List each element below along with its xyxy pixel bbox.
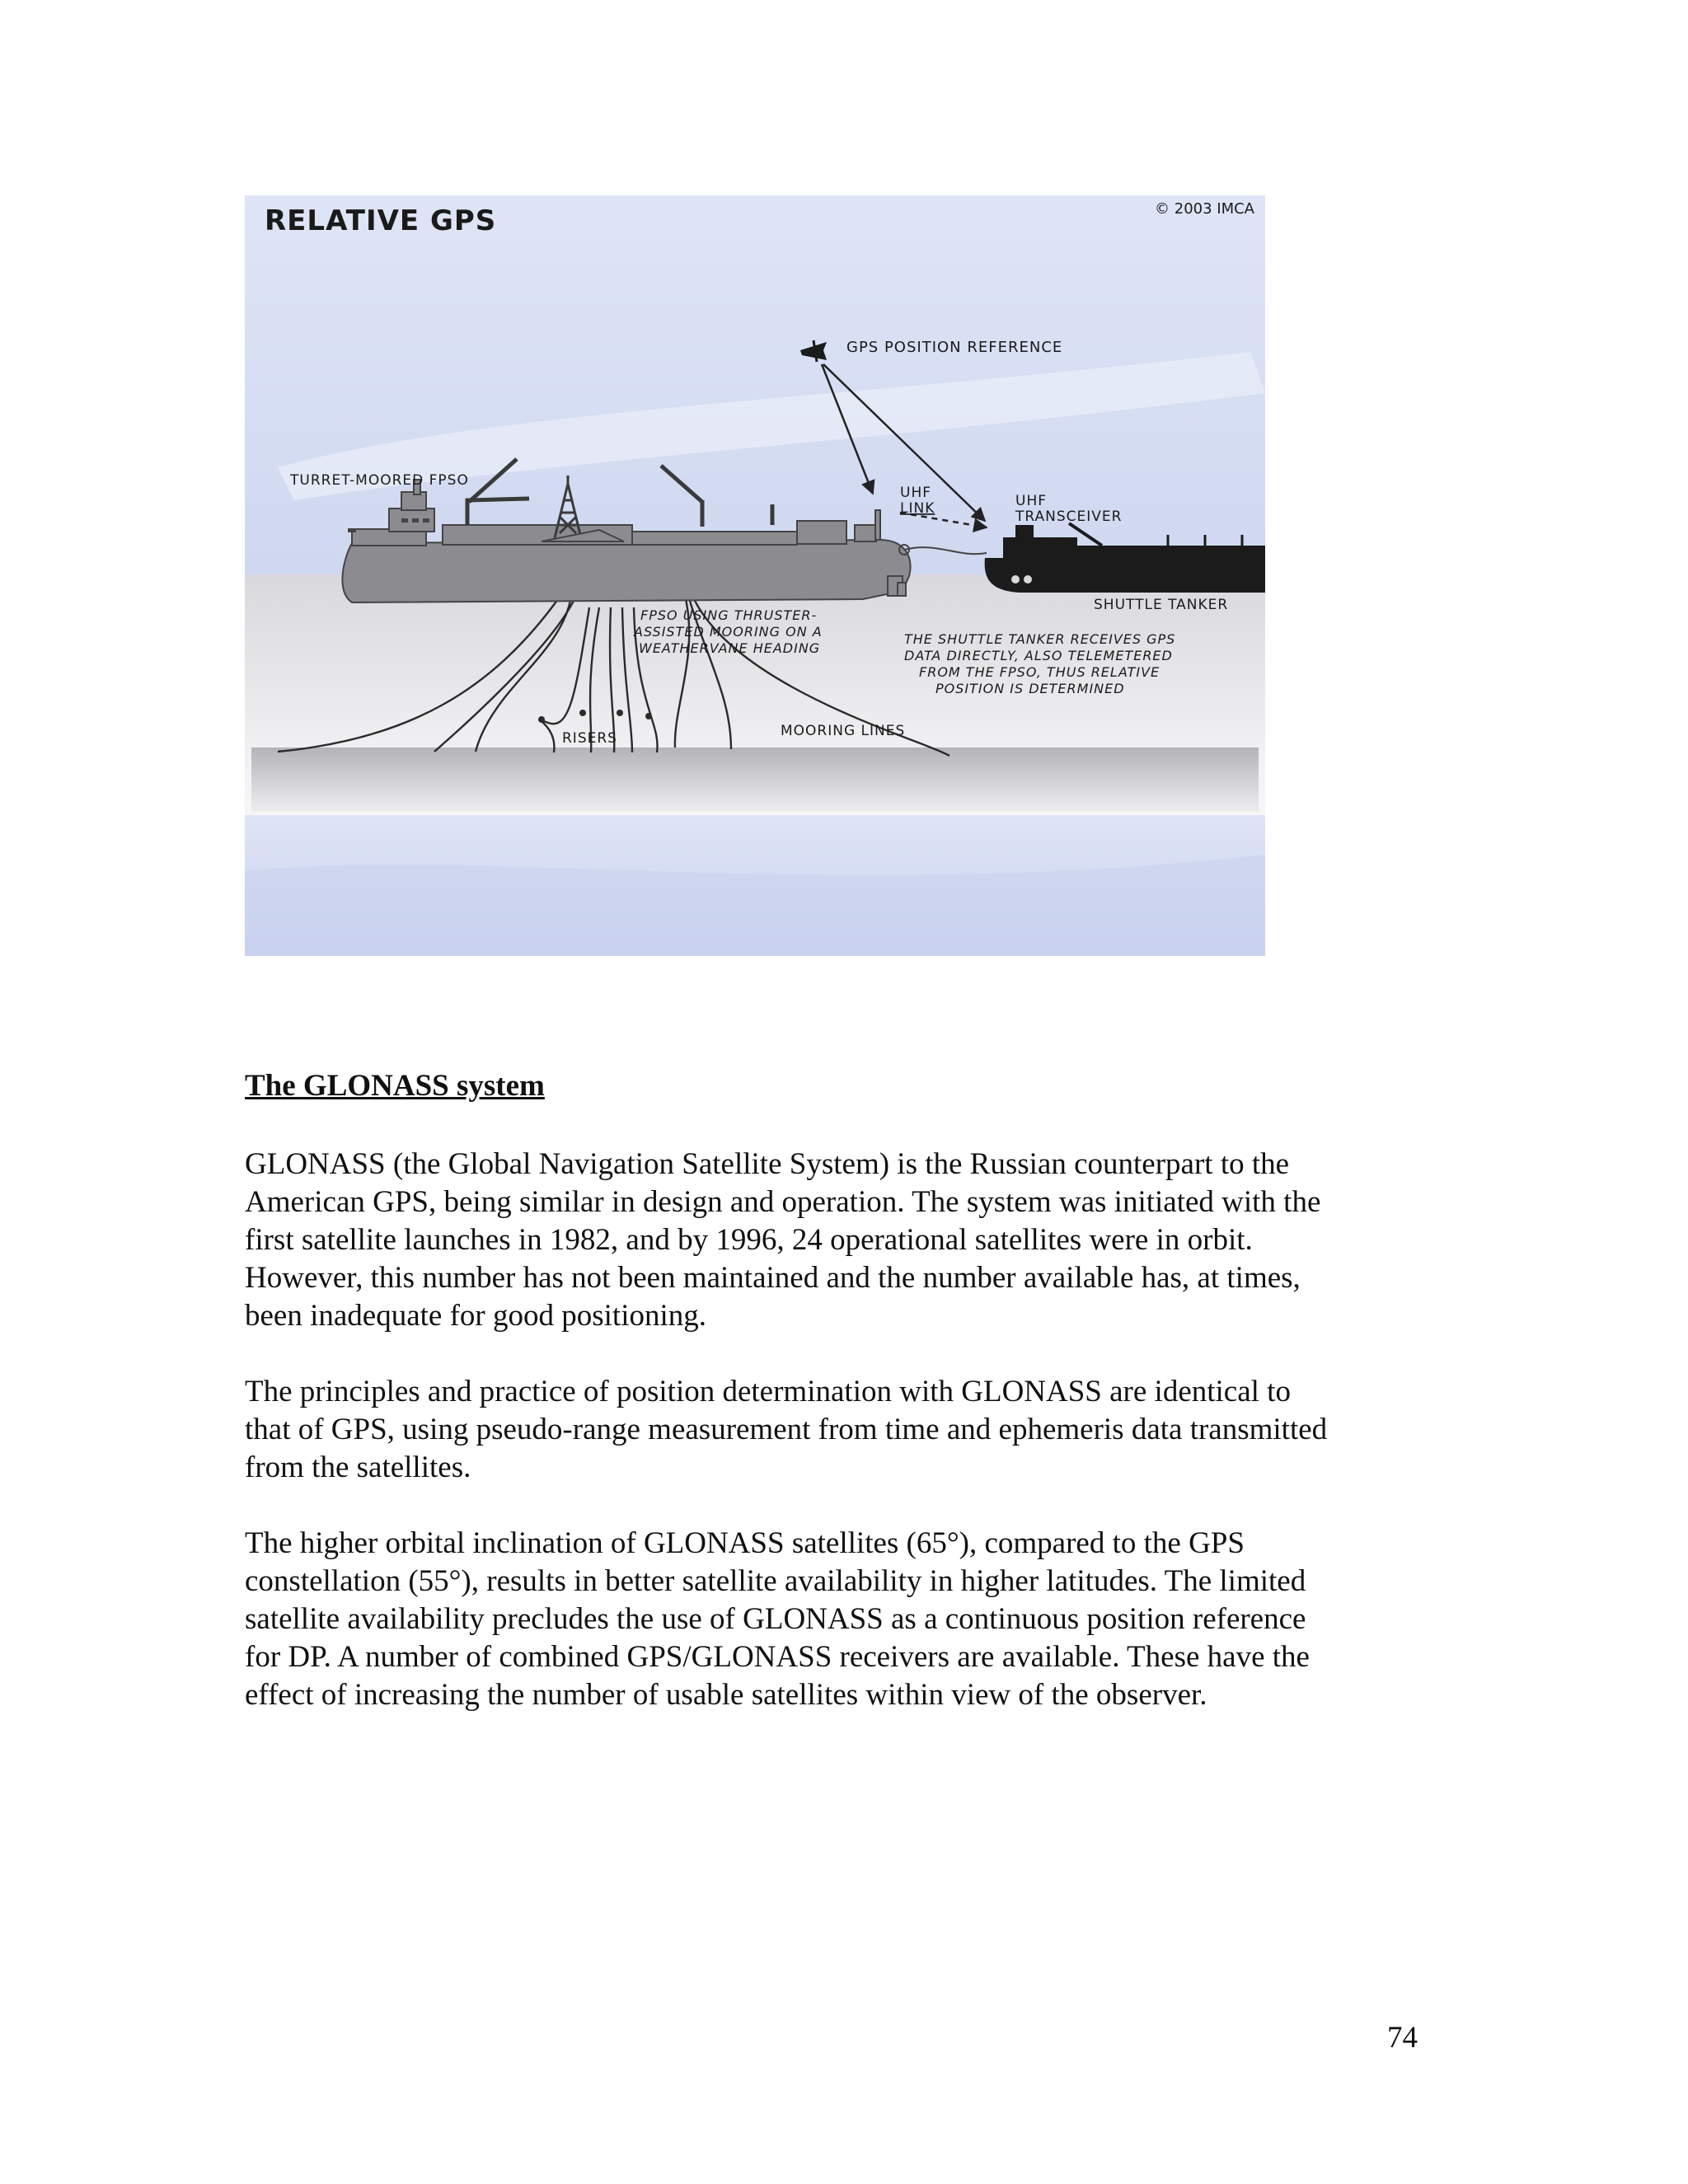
label-turret-moored-fpso: TURRET-MOORED FPSO [290,472,469,489]
text-line: American GPS, being similar in design and operation. The system was initiated with the [245,1185,1321,1219]
text-line: effect of increasing the number of usable satellites within view of the observer. [245,1678,1207,1712]
label-shuttle-note-line4: POSITION IS DETERMINED [935,681,1125,696]
label-fpso-line1: FPSO USING THRUSTER- [640,607,818,623]
label-risers: RISERS [562,730,617,747]
figure-copyright: © 2003 IMCA [1155,200,1254,218]
text-line: for DP. A number of combined GPS/GLONASS receivers are available. These have the [245,1640,1310,1674]
label-uhf-transceiver-line1: UHF [1015,493,1048,509]
label-shuttle-note-line2: DATA DIRECTLY, ALSO TELEMETERED [904,648,1173,663]
label-mooring-lines: MOORING LINES [781,723,906,739]
seabed [251,748,1259,812]
paragraph-glonass-principles [245,1373,1448,1487]
text-line: that of GPS, using pseudo-range measurement from time and ephemeris data transmitted [245,1413,1328,1446]
text-line: The higher orbital inclination of GLONASS satellites (65°), compared to the GPS [245,1526,1245,1560]
text-line: satellite availability precludes the use of GLONASS as a continuous position reference [245,1602,1306,1636]
text-line: constellation (55°), results in better satellite availability in higher latitudes. The limited [245,1564,1306,1598]
label-gps-position-reference: GPS POSITION REFERENCE [846,339,1063,356]
text-line: been inadequate for good positioning. [245,1299,707,1333]
label-fpso-line3: WEATHERVANE HEADING [639,640,821,656]
label-uhf-link-line1: UHF [900,485,932,501]
label-uhf-link-line2: LINK [900,500,935,517]
text-line: GLONASS (the Global Navigation Satellite System) is the Russian counterpart to the [245,1147,1290,1181]
relative-gps-figure [245,195,1265,956]
label-shuttle-note-line1: THE SHUTTLE TANKER RECEIVES GPS [904,631,1176,647]
label-shuttle-note-line3: FROM THE FPSO, THUS RELATIVE [919,664,1160,680]
text-line: first satellite launches in 1982, and by 1996, 24 operational satellites were in orbit. [245,1223,1253,1257]
text-line: from the satellites. [245,1451,471,1484]
label-fpso-line2: ASSISTED MOORING ON A [634,624,823,640]
section-heading: The GLONASS system [245,1069,545,1103]
text-line: However, this number has not been maintained and the number available has, at times, [245,1261,1301,1295]
figure-title: RELATIVE GPS [265,204,497,237]
text-line: The principles and practice of position determination with GLONASS are identical to [245,1375,1291,1408]
label-shuttle-tanker: SHUTTLE TANKER [1094,597,1229,613]
page-number: 74 [1387,2021,1418,2055]
paragraph-glonass-intro [245,1146,1448,1335]
paragraph-glonass-inclination [245,1525,1448,1714]
label-uhf-transceiver-line2: TRANSCEIVER [1015,509,1123,525]
